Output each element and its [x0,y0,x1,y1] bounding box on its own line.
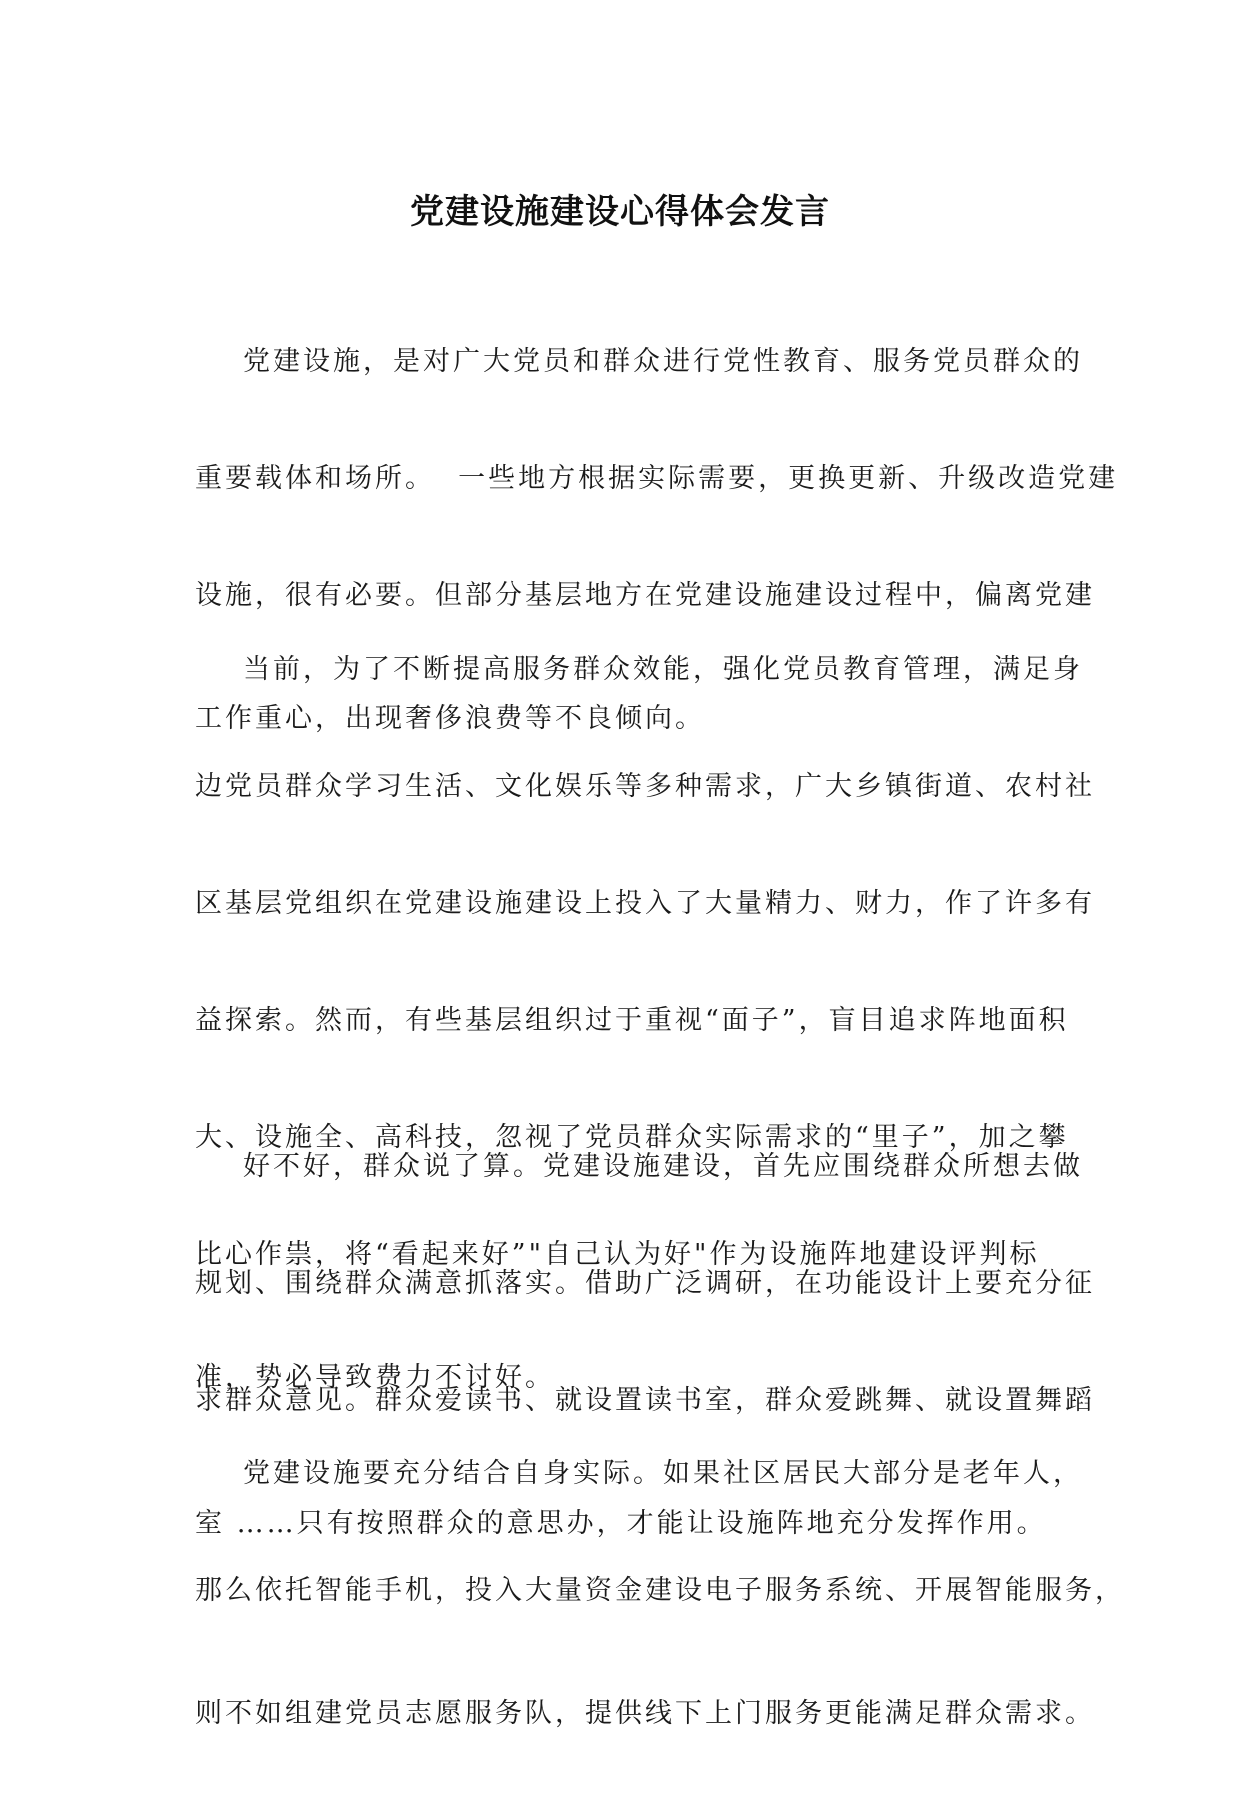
paragraph-line: 则不如组建党员志愿服务队，提供线下上门服务更能满足群众需求。 [195,1698,1095,1729]
paragraph-line: 益探索。然而，有些基层组织过于重视“面子”，盲目追求阵地面积 [195,1005,1069,1036]
paragraph-line: 边党员群众学习生活、文化娱乐等多种需求，广大乡镇街道、农村社 [195,771,1095,802]
paragraph-line: 区基层党组织在党建设施建设上投入了大量精力、财力，作了许多有 [195,888,1095,919]
paragraph-line: 比心作祟，将“看起来好”"自己认为好"作为设施阵地建设评判标 [195,1239,1040,1270]
paragraph-line: 那么依托智能手机，投入大量资金建设电子服务系统、开展智能服务， [195,1575,1125,1606]
paragraph-line: 好不好，群众说了算。党建设施建设，首先应围绕群众所想去做 [243,1151,1083,1182]
paragraph-line: 党建设施，是对广大党员和群众进行党性教育、服务党员群众的 [243,346,1083,377]
paragraph-line: 当前，为了不断提高服务群众效能，强化党员教育管理，满足身 [243,654,1083,685]
paragraph-line: 求群众意见。群众爱读书、就设置读书室，群众爱跳舞、就设置舞蹈 [195,1385,1095,1416]
paragraph-line: 室 ……只有按照群众的意思办，才能让设施阵地充分发挥作用。 [195,1508,1047,1539]
paragraph-line: 工作重心，出现奢侈浪费等不良倾向。 [195,703,705,734]
paragraph-4 [195,1384,1125,1802]
paragraph-line: 党建设施要充分结合自身实际。如果社区居民大部分是老年人， [243,1458,1083,1489]
paragraph-line: 规划、围绕群众满意抓落实。借助广泛调研，在功能设计上要充分征 [195,1268,1095,1299]
paragraph-line: 大、设施全、高科技，忽视了党员群众实际需求的“里子”，加之攀 [195,1122,1069,1153]
document-title: 党建设施建设心得体会发言 [410,192,830,232]
paragraph-line: 设施，很有必要。但部分基层地方在党建设施建设过程中，偏离党建 [195,580,1095,611]
paragraph-line: 准，势必导致费力不讨好。 [195,1362,555,1393]
paragraph-line: 重要载体和场所。 一些地方根据实际需要，更换更新、升级改造党建 [195,463,1119,494]
